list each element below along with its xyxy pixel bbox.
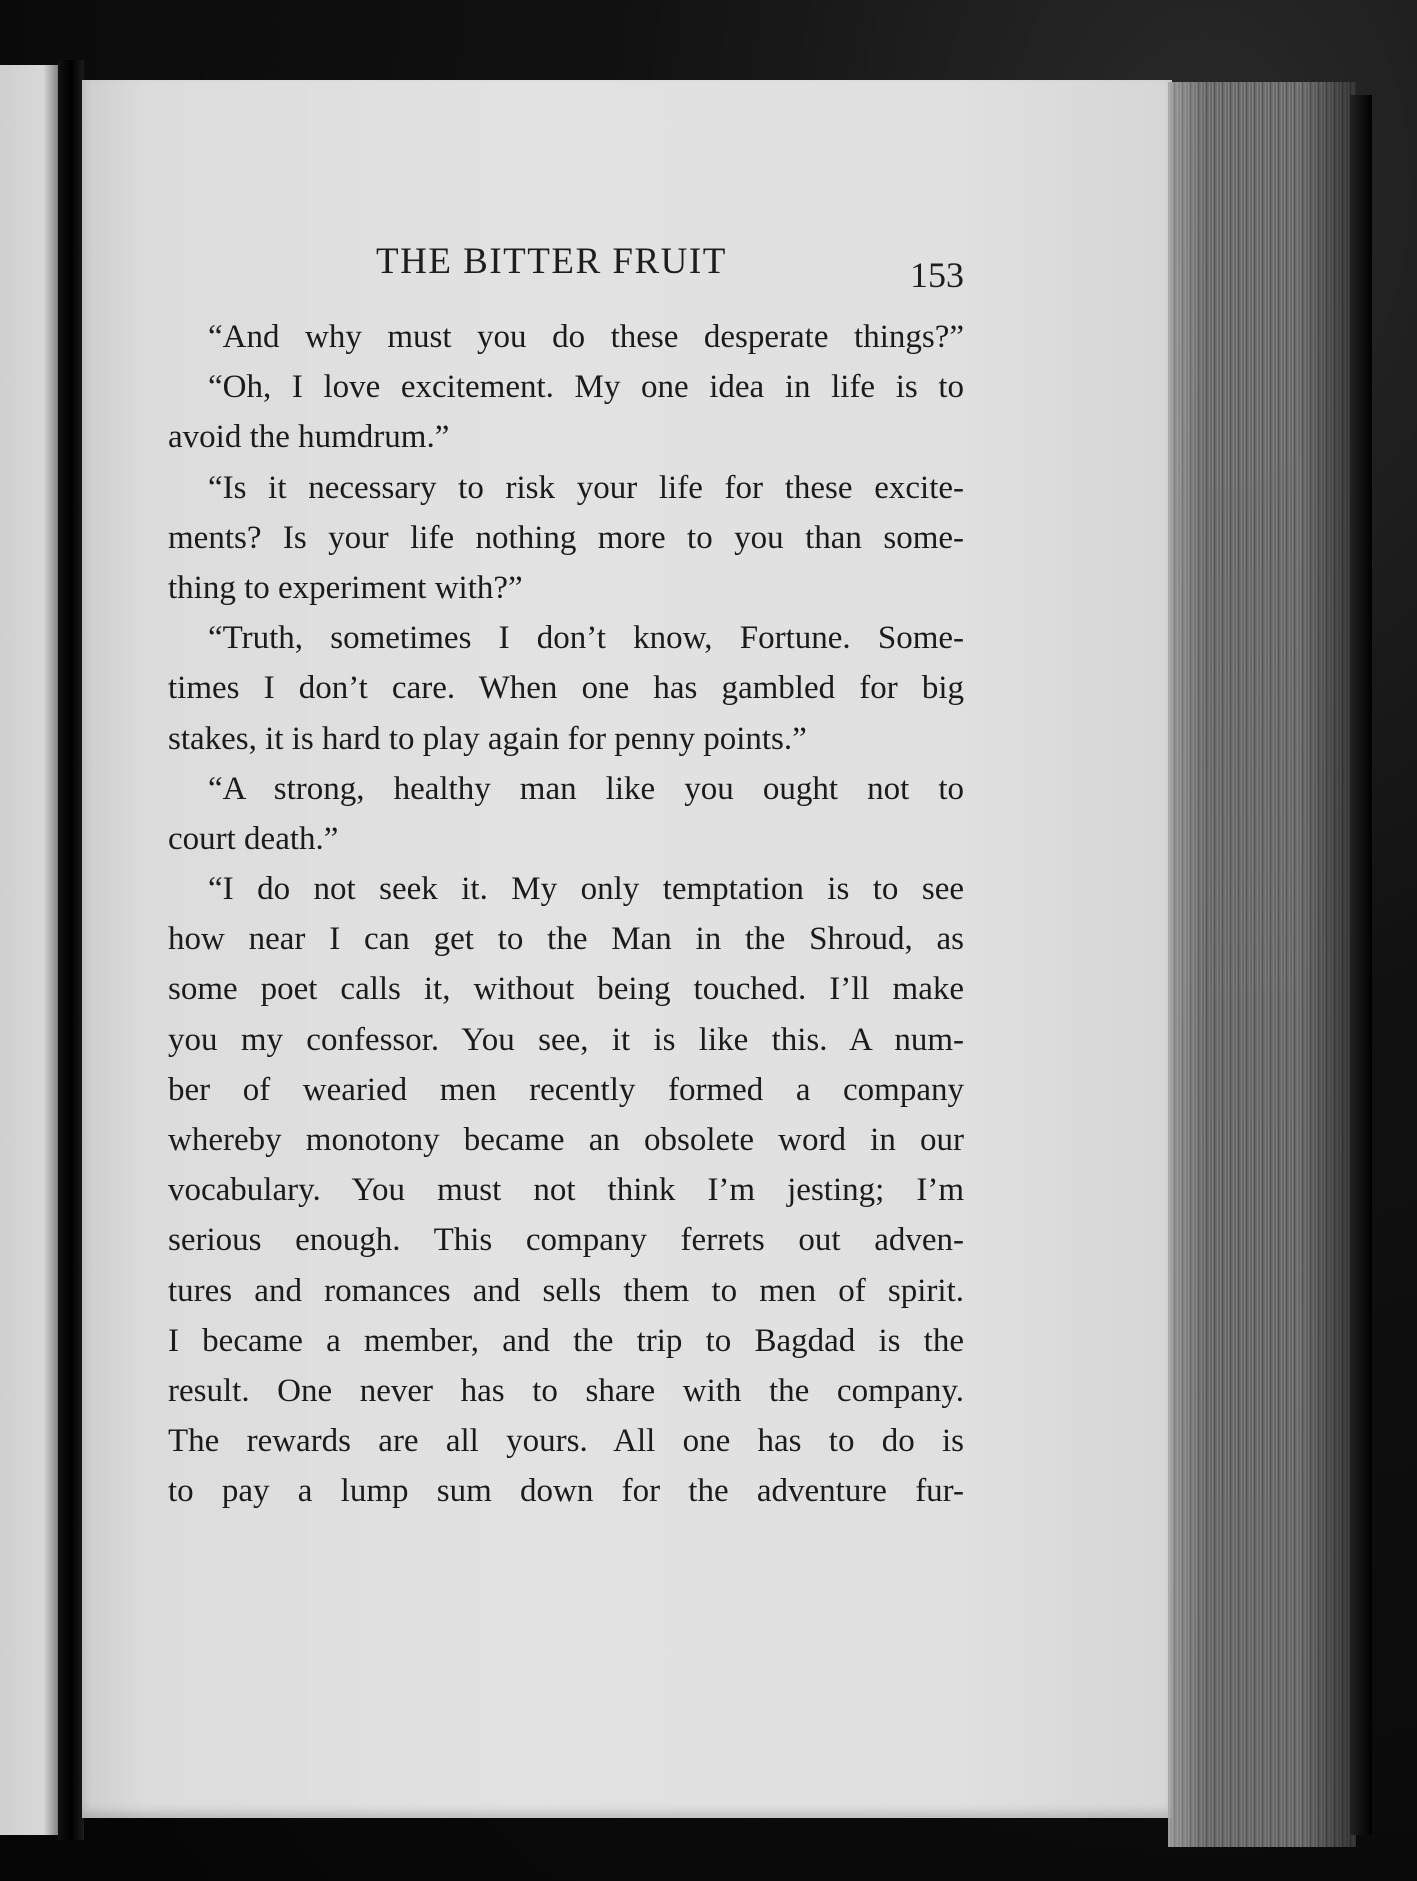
text-line: “A strong, healthy man like you ought not to — [208, 770, 964, 807]
book-cover-edge — [1350, 95, 1372, 1835]
text-line: some poet calls it, without being touched. I’ll make — [168, 971, 964, 1008]
text-line: “Oh, I love excitement. My one idea in life is to — [208, 369, 964, 406]
text-line: times I don’t care. When one has gambled for big — [168, 670, 964, 707]
text-line: “Is it necessary to risk your life for these excite- — [208, 469, 964, 506]
text-line: court death.” — [168, 820, 339, 857]
book-gutter — [58, 60, 84, 1840]
text-line: serious enough. This company ferrets out adven- — [168, 1222, 964, 1259]
body-text — [168, 312, 964, 1517]
running-head: THE BITTER FRUIT — [376, 241, 727, 282]
text-line: how near I can get to the Man in the Shroud, as — [168, 921, 964, 958]
text-line: stakes, it is hard to play again for penny points.” — [168, 720, 807, 757]
text-line: result. One never has to share with the company. — [168, 1372, 964, 1409]
text-line: The rewards are all yours. All one has to do is — [168, 1423, 964, 1460]
text-line: “I do not seek it. My only temptation is to see — [208, 871, 964, 908]
text-line: I became a member, and the trip to Bagdad is the — [168, 1322, 964, 1359]
text-line: to pay a lump sum down for the adventure fur- — [168, 1473, 964, 1510]
text-line: ments? Is your life nothing more to you than some- — [168, 519, 964, 556]
text-line: you my confessor. You see, it is like this. A num- — [168, 1021, 964, 1058]
text-line: whereby monotony became an obsolete word in our — [168, 1122, 964, 1158]
facing-page-edge — [0, 65, 62, 1835]
page-block-edges — [1168, 82, 1356, 1847]
text-line: tures and romances and sells them to men of spirit. — [168, 1272, 964, 1309]
text-line: “Truth, sometimes I don’t know, Fortune. Some- — [208, 620, 964, 657]
text-line: vocabulary. You must not think I’m jesting; I’m — [168, 1172, 964, 1209]
text-line: “And why must you do these desperate things?” — [208, 319, 964, 355]
page-number: 153 — [910, 255, 964, 295]
text-line: thing to experiment with?” — [168, 569, 523, 606]
text-line: avoid the humdrum.” — [168, 419, 450, 456]
text-line: ber of wearied men recently formed a company — [168, 1071, 964, 1108]
